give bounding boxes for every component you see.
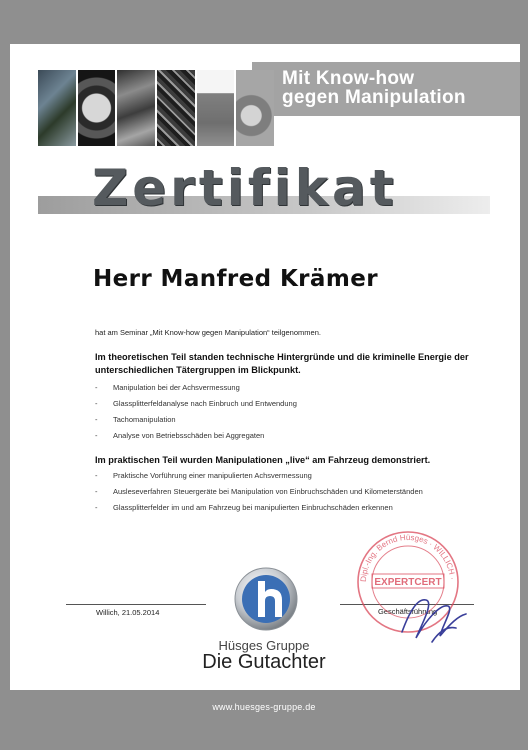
list-item <box>95 412 297 428</box>
photo-speedometer <box>78 70 116 146</box>
signature-line-date <box>66 604 206 605</box>
photo-engine-part <box>117 70 155 146</box>
theory-heading: Im theoretischen Teil standen technische Hintergründe und die kriminelle Energie der unterschiedlichen Tätergruppen im Blickpunkt. <box>95 352 469 375</box>
stamp-ring-text: Dipl.-Ing. Bernd Hüsges · WILLICH · <box>358 532 457 583</box>
signature-role: Geschäftsführung <box>378 607 438 616</box>
list-item-text: Analyse von Betriebsschäden bei Aggregaten <box>113 431 265 440</box>
bullet-dash: - <box>95 415 98 424</box>
photo-circuit-board <box>157 70 195 146</box>
recipient-name: Herr Manfred Krämer <box>93 266 378 292</box>
list-item <box>95 484 423 500</box>
list-item-text: Tachomanipulation <box>113 415 176 424</box>
stamp-center-text: EXPERTCERT <box>374 577 442 588</box>
list-item-text: Praktische Vorführung einer manipulierten Achsvermessung <box>113 471 312 480</box>
list-item <box>95 468 423 484</box>
list-item-text: Manipulation bei der Achsvermessung <box>113 383 240 392</box>
header-photo-strip <box>38 70 274 146</box>
theory-list <box>95 380 297 444</box>
list-item <box>95 500 423 516</box>
footer-website-link[interactable]: www.huesges-gruppe.de <box>212 702 316 712</box>
list-item <box>95 428 297 444</box>
list-item-text: Glassplitterfeldanalyse nach Einbruch und Entwendung <box>113 399 297 408</box>
seminar-intro: hat am Seminar „Mit Know-how gegen Manipulation“ teilgenommen. <box>95 328 321 337</box>
bullet-dash: - <box>95 487 98 496</box>
banner-line-2: gegen Manipulation <box>282 87 466 108</box>
bullet-dash: - <box>95 383 98 392</box>
list-item <box>95 380 297 396</box>
photo-engine-bay <box>38 70 76 146</box>
list-item-text: Glassplitterfelder im und am Fahrzeug bei manipulierten Einbruchschäden erkennen <box>113 503 393 512</box>
brand-group-name: Hüsges Gruppe <box>218 638 310 653</box>
list-item-text: Ausleseverfahren Steuergeräte bei Manipulation von Einbruchschäden und Kilometerständen <box>113 487 423 496</box>
handwritten-signature <box>396 580 476 650</box>
bullet-dash: - <box>95 399 98 408</box>
brand-tagline: Die Gutachter <box>202 651 326 673</box>
practice-list <box>95 468 423 516</box>
bullet-dash: - <box>95 471 98 480</box>
list-item <box>95 396 297 412</box>
huesges-logo-icon <box>234 567 298 631</box>
frame-top <box>0 0 528 44</box>
bullet-dash: - <box>95 431 98 440</box>
practice-heading: Im praktischen Teil wurden Manipulationen „live“ am Fahrzeug demonstriert. <box>95 455 431 465</box>
banner-line-1: Mit Know-how <box>282 68 415 89</box>
footer-band <box>0 690 528 750</box>
place-date: Willich, 21.05.2014 <box>96 608 160 617</box>
svg-text:Dipl.-Ing. Bernd Hüsges · WILL <box>359 533 457 582</box>
photo-damaged-part <box>236 70 274 146</box>
bullet-dash: - <box>95 503 98 512</box>
certificate-title: Zertifikat <box>92 159 398 217</box>
photo-mechanic-tools <box>197 70 235 146</box>
